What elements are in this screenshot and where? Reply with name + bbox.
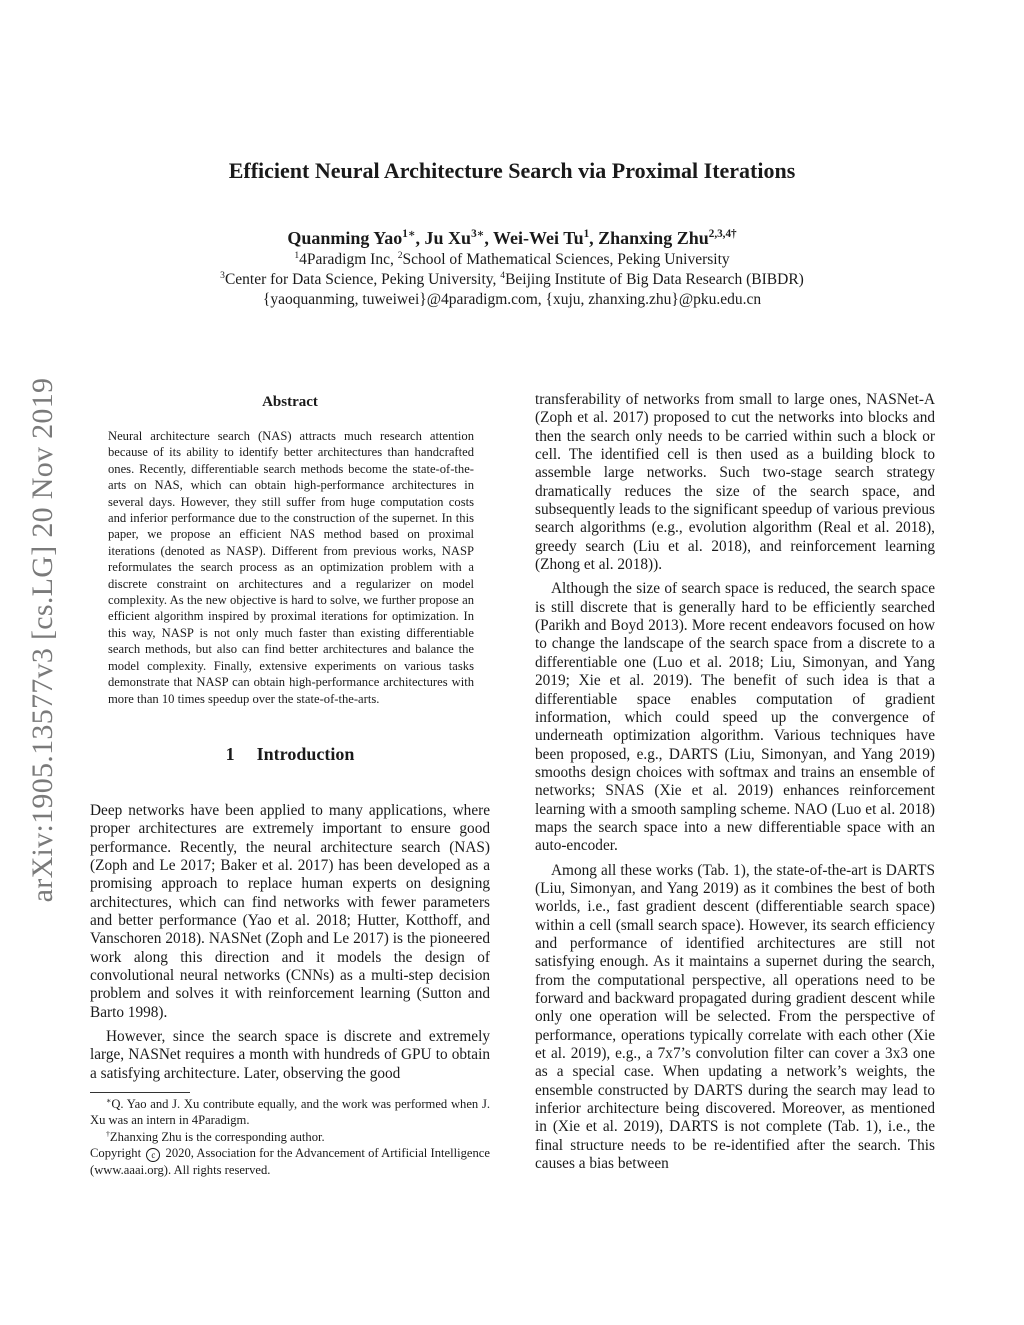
copyright-icon: c (146, 1148, 160, 1162)
author-name: Wei-Wei Tu (493, 228, 584, 248)
footnote-rule (90, 1092, 190, 1093)
author-name: Quanming Yao (287, 228, 403, 248)
affil-mark: 2 (397, 249, 403, 261)
affil-text: School of Mathematical Sciences, Peking University (402, 251, 730, 268)
section-number: 1 (225, 744, 235, 764)
copyright-notice (90, 1145, 490, 1178)
section-title: Introduction (256, 744, 355, 764)
affiliation-line-2 (0, 270, 1024, 290)
abstract-text: Neural architecture search (NAS) attracts much research attention because of its ability to identify better architectures than handcrafted ones. Recently, differentiable search methods become the state-of-the-arts on NAS, which can obtain high-performance architectures in several days. However, they still suffer from huge computation costs and inferior performance due to the construction of the supernet. In this paper, we propose an efficient NAS method based on proximal iterations (denoted as NASP). Different from previous works, NASP reformulates the search process as an optimization problem with a discrete constraint on architectures and a regularizer on model complexity. As the new objective is hard to solve, we further propose an efficient algorithm inspired by proximal iterations for optimization. In this way, NASP is not only much faster than existing differentiable search methods, but also can find better architectures and balance the model complexity. Finally, extensive experiments on various tasks demonstrate that NASP can obtain high-performance architectures with more than 10 times speedup over the state-of-the-arts. (108, 429, 474, 706)
affil-mark: 3 (220, 269, 225, 281)
affil-text: 4Paradigm Inc, (299, 251, 398, 268)
author-list: Quanming Yao$^{1∗}$, Ju $Xu^{3∗}$, Wei-Wei Tu$^1$, Zhanxing Zhu$^{2,3,4\dagger}$ (287, 228, 737, 248)
author-affil-mark: 3∗ (471, 228, 485, 240)
footnote-text: Zhanxing Zhu is the corresponding author. (109, 1129, 325, 1144)
introduction-body (90, 802, 490, 1089)
right-column-body (535, 391, 935, 1179)
paragraph: Although the size of search space is reduced, the search space is still discrete that is generally hard to be efficiently searched (Parikh and Boyd 2013). More recent endeavors focused on how to change the landscape of the search space from a discrete to a differentiable one (Luo et al. 2018; Liu, Simonyan, and Yang 2019; Xie et al. 2019). The benefit of such idea is that a differentiable space enables computation of gradient information, which could speed up the convergence of underneath optimization algorithm. Various techniques have been proposed, e.g., DARTS (Liu, Simonyan, and Yang 2019) smooths design choices with softmax and trains an ensemble of networks; SNAS (Xie et al. 2019) enhances reinforcement learning with a smooth sampling scheme. NAO (Luo et al. 2018) maps the search space into a new differentiable space with an auto-encoder. (535, 580, 935, 855)
author-affil-mark: 1 (583, 228, 590, 240)
footnotes (90, 1096, 490, 1179)
affil-text: Beijing Institute of Big Data Research (BIBDR) (505, 271, 804, 288)
paragraph: Among all these works (Tab. 1), the state-of-the-art is DARTS (Liu, Simonyan, and Yang 2019) as it combines the best of both worlds, i.e., fast gradient descent (differentiable search space) within a cell (small search space). However, its search efficiency and performance of identified architectures are still not satisfying enough. As it maintains a supernet during the search, from the computational perspective, all operations need to be forward and backward propagated during gradient descent while only one operation will be selected. From the perspective of performance, operations typically correlate with each other (Xie et al. 2019), e.g., a 7x7’s convolution filter can cover a 3x3 one as a special case. When updating a network’s weights, the ensemble constructed by DARTS during the search may lead to inferior architecture being discovered. Moreover, as mentioned in (Xie et al. 2019), DARTS is not complete (Tab. 1), i.e., the final structure needs to be re-identified after the search. This causes a bias between (535, 861, 935, 1173)
author-affil-mark: 2,3,4† (708, 228, 737, 240)
footnote-mark: ∗ (106, 1095, 112, 1105)
paper-title: Efficient Neural Architecture Search via Proximal Iterations (228, 158, 796, 183)
affiliation-line-1 (0, 250, 1024, 270)
footnote-text: Q. Yao and J. Xu contribute equally, and the work was performed when J. Xu was an intern in 4Paradigm. (90, 1097, 490, 1128)
copyright-text: 2020, Association for the Advancement of Artificial Intelligence (www.aaai.org). All rights reserved. (90, 1146, 490, 1178)
copyright-label: Copyright (90, 1146, 142, 1161)
footnote-1 (90, 1096, 490, 1129)
footnote-2 (90, 1129, 490, 1145)
affil-mark: 4 (500, 269, 506, 281)
affil-mark: 1 (294, 249, 300, 261)
affil-text: Center for Data Science, Peking University, (224, 271, 501, 288)
author-name: Ju Xu (424, 228, 472, 248)
section-heading (90, 744, 490, 765)
abstract-heading: Abstract (262, 394, 318, 410)
paragraph: However, since the search space is discrete and extremely large, NASNet requires a month with hundreds of GPU to obtain a satisfying architecture. Later, observing the good (90, 1028, 490, 1082)
paragraph: transferability of networks from small to large ones, NASNet-A (Zoph et al. 2017) proposed to cut the networks into blocks and then the search only needs to be carried within such a block or cell. The identified cell is then used as a building block to assemble large networks. Such two-stage search strategy dramatically reduces the size of the search space, and subsequently leads to the significant speedup of various previous search algorithms (e.g., evolution algorithm (Real et al. 2018), greedy search (Liu et al. 2018), and reinforcement learning (Zhong et al. 2018)). (535, 391, 935, 574)
arxiv-stamp-text: arXiv:1905.13577v3 [cs.LG] 20 Nov 2019 (26, 377, 59, 903)
author-name: Zhanxing Zhu (598, 228, 709, 248)
author-emails: {yaoquanming, tuweiwei}@4paradigm.com, {xuju, zhanxing.zhu}@pku.edu.cn (262, 291, 762, 308)
author-affil-mark: 1∗ (402, 228, 416, 240)
paragraph: Deep networks have been applied to many applications, where proper architectures are extremely important to ensure good performance. Recently, the neural architecture search (NAS) (Zoph and Le 2017; Baker et al. 2017) has been developed as a promising approach to replace human experts on designing architectures, which can find networks with fewer parameters and better performance (Yao et al. 2018; Hutter, Kotthoff, and Vanschoren 2018). NASNet (Zoph and Le 2017) is the pioneered work along this direction and it models the design of convolutional neural networks (CNNs) as a multi-step decision problem and solves it with reinforcement learning (Sutton and Barto 1998). (90, 802, 490, 1021)
footnote-mark: † (106, 1128, 110, 1138)
